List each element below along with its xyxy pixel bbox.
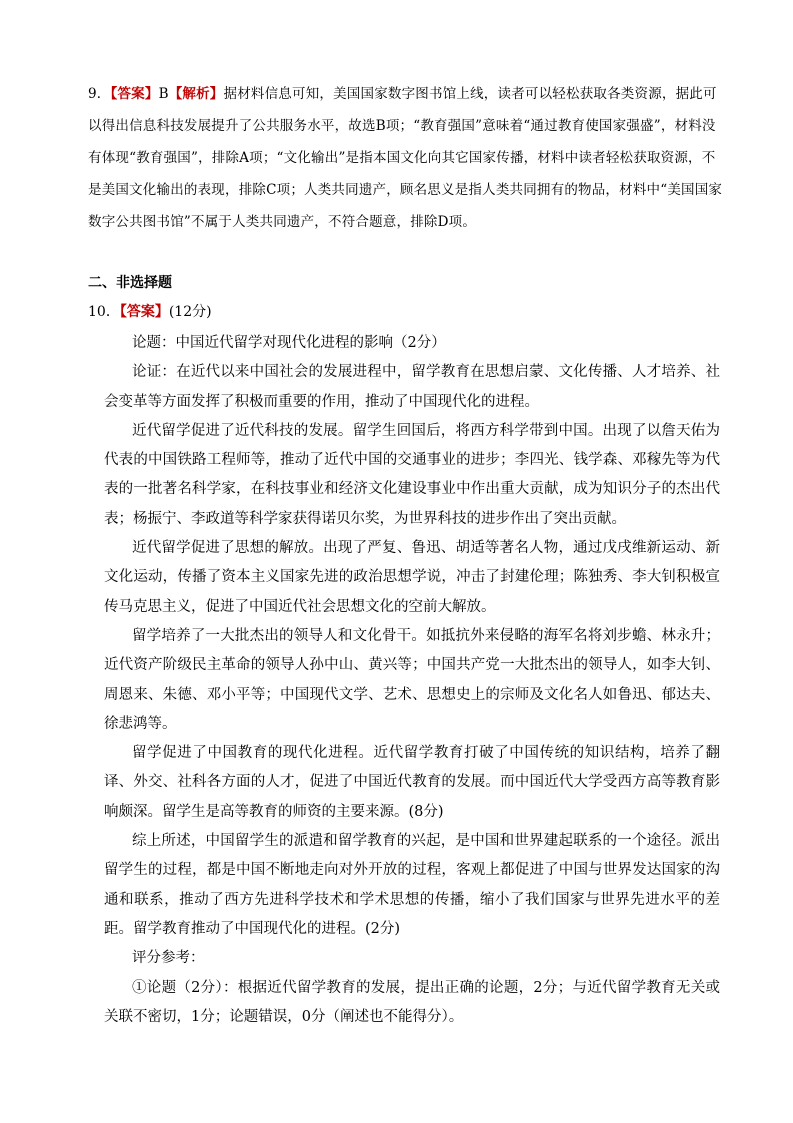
question-10-header <box>88 300 212 324</box>
answer-label: 【答案】 <box>119 304 169 320</box>
question-number: 9． <box>88 86 111 102</box>
thought-paragraph: 近代留学促进了思想的解放。出现了严复、鲁迅、胡适等著名人物，通过戊戌维新运动、新文化运动，传播了资本主义国家先进的政治思想学说，冲击了封建伦理；陈独秀、李大钊积极宣传马克思主义，促进了中国近代社会思想文化的空前大解放。 <box>104 540 720 615</box>
section-title: 二、非选择题 <box>88 275 172 291</box>
grading-reference-heading: 评分参考： <box>132 950 205 967</box>
grading-item-1: ①论题（2分）：根据近代留学教育的发展，提出正确的论题，2分；与近代留学教育无关或关联不密切，1分；论题错误，0分（阐述也不能得分）。 <box>104 979 720 1025</box>
science-paragraph: 近代留学促进了近代科技的发展。留学生回国后，将西方科学带到中国。出现了以詹天佑为代表的中国铁路工程师等，推动了近代中国的交通事业的进步；李四光、钱学森、邓稼先等为代表的一批著名科学家，在科技事业和经济文化建设事业中作出重大贡献，成为知识分子的杰出代表；杨振宁、李政道等科学家获得诺贝尔奖，为世界科技的进步作出了突出贡献。 <box>104 422 720 527</box>
education-paragraph: 留学促进了中国教育的现代化进程。近代留学教育打破了中国传统的知识结构，培养了翻译、外交、社科各方面的人才，促进了中国近代教育的发展。而中国近代大学受西方高等教育影响颇深。留学生是高等教育的师资的主要来源。(8分) <box>104 745 720 820</box>
answer-value: B <box>158 86 169 102</box>
score: (12分) <box>168 304 212 320</box>
argument-intro-paragraph: 论证：在近代以来中国社会的发展进程中，留学教育在思想启蒙、文化传播、人才培养、社会变革等方面发挥了积极而重要的作用，推动了中国现代化的进程。 <box>104 364 720 410</box>
leaders-paragraph: 留学培养了一大批杰出的领导人和文化骨干。如抵抗外来侵略的海军名将刘步蟾、林永升；近代资产阶级民主革命的领导人孙中山、黄兴等；中国共产党一大批杰出的领导人，如李大钊、周恩来、朱德、邓小平等；中国现代文学、艺术、思想史上的宗师及文化名人如鲁迅、郁达夫、徐悲鸿等。 <box>104 627 720 732</box>
analysis-text: 据材料信息可知，美国国家数字图书馆上线，读者可以轻松获取各类资源，据此可以得出信息科技发展提升了公共服务水平，故选B项；“教育强国”意味着“通过教育使国家强盛”，材料没有体现“教育强国”，排除A项；“文化输出”是指本国文化向其它国家传播，材料中读者轻松获取资源，不是美国文化输出的表现，排除C项；人类共同遗产，顾名思义是指人类共同拥有的物品，材料中“美国国家数字公共图书馆”不属于人类共同遗产，不符合题意，排除D项。 <box>88 86 723 230</box>
question-9-answer <box>88 78 728 238</box>
answer-label: 【答案】 <box>110 86 159 102</box>
question-number: 10． <box>88 304 120 320</box>
thesis-paragraph: 论题：中国近代留学对现代化进程的影响（2分） <box>132 335 446 351</box>
analysis-label: 【解析】 <box>168 86 224 102</box>
question-10-answer-body <box>104 329 720 1032</box>
conclusion-paragraph: 综上所述，中国留学生的派遣和留学教育的兴起，是中国和世界建起联系的一个途径。派出留学生的过程，都是中国不断地走向对外开放的过程，客观上都促进了中国与世界发达国家的沟通和联系，推动了西方先进科学技术和学术思想的传播，缩小了我们国家与世界先进水平的差距。留学教育推动了中国现代化的进程。(2分) <box>104 833 720 937</box>
